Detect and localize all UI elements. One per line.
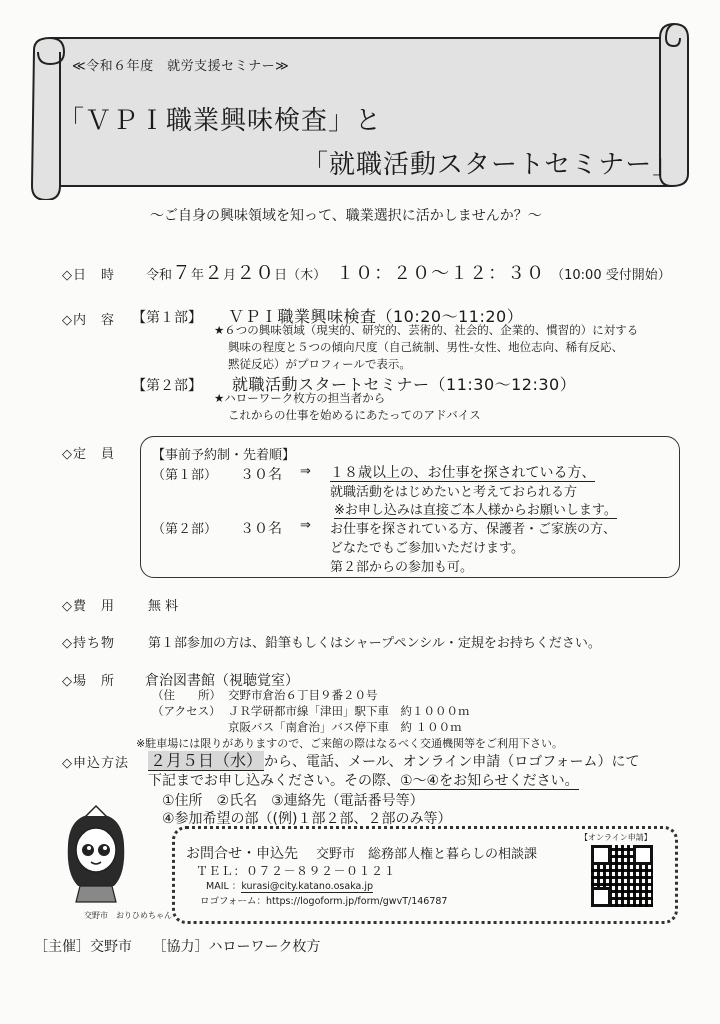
- venue-access-label: （アクセス）: [152, 704, 221, 718]
- mascot-orihime-illustration: [56, 804, 136, 904]
- contact-tel: ＴＥＬ：０７２－８９２－０１２１: [196, 864, 397, 878]
- organizer-tag: ［主催］: [34, 939, 90, 955]
- qr-label: 【オンライン申請】: [580, 833, 652, 842]
- apply-line2: [148, 770, 579, 790]
- qr-code-icon[interactable]: [591, 845, 653, 907]
- venue-name: 倉治図書館（視聴覚室）: [145, 673, 299, 689]
- capacity-part1-name: （第１部）: [152, 468, 218, 483]
- part1-desc-3: 黙従反応）がプロフィールで表示。: [228, 357, 411, 371]
- contact-form-url[interactable]: https://logoform.jp/form/gwvT/146787: [266, 896, 448, 907]
- venue-access-2: 京阪バス「南倉治」バス停下車 約 １００ｍ: [228, 720, 462, 734]
- apply-line1-rest: から、電話、メール、オンライン申請（ロゴフォーム）にて: [264, 754, 640, 770]
- date-weekday: （木）: [287, 268, 327, 283]
- banner-title-line2: 「就職活動スタートセミナー」: [302, 150, 680, 180]
- venue-address: 交野市倉治６丁目９番２０号: [228, 688, 378, 702]
- part2-desc-2: これからの仕事を始めるにあたってのアドバイス: [228, 408, 481, 422]
- belongings-value: 第１部参加の方は、鉛筆もしくはシャープペンシル・定規をお持ちください。: [148, 636, 601, 651]
- date-day: ２０: [236, 262, 275, 284]
- capacity-part2-count: ３０名: [240, 521, 282, 537]
- date-day-unit: 日: [274, 268, 288, 283]
- date-month-unit: 月: [223, 268, 237, 283]
- venue-address-label: （住 所）: [152, 688, 221, 702]
- venue-label: ◇場 所: [62, 674, 115, 689]
- part1-title: ＶＰＩ職業興味検査（10:20～11:20）: [228, 307, 524, 326]
- contact-mail-label: MAIL ：: [206, 881, 242, 892]
- date-year: ７: [172, 262, 192, 284]
- banner-title-line1: 「ＶＰＩ職業興味検査」と: [58, 106, 383, 136]
- apply-items-2: ④参加希望の部（(例)１部２部、２部のみ等）: [162, 811, 452, 827]
- capacity-part1-count: ３０名: [240, 467, 282, 483]
- part1-desc-2: 興味の程度と５つの傾向尺度（自己統制、男性-女性、地位志向、稀有反応、: [228, 340, 624, 354]
- content-label: ◇内 容: [62, 313, 115, 328]
- self-application-note: ※お申し込みは直接ご本人様からお願いします。: [334, 503, 617, 518]
- capacity-part1-line1: [330, 462, 595, 482]
- coop: ハローワーク枚方: [208, 939, 321, 955]
- organizer: 交野市: [90, 939, 132, 955]
- capacity-header: 【事前予約制・先着順】: [152, 448, 296, 463]
- capacity-label: ◇定 員: [62, 447, 115, 462]
- coop-tag: ［協力］: [152, 939, 209, 955]
- date-reception: （10:00 受付開始）: [551, 268, 671, 283]
- capacity-part1-line3: [334, 499, 617, 518]
- capacity-part1-line2: 就職活動をはじめたいと考えておられる方: [330, 485, 578, 500]
- contact-form-label: ロゴフォーム：: [200, 896, 267, 907]
- apply-label: ◇申込方法: [62, 756, 129, 771]
- belongings-label: ◇持ち物: [62, 636, 115, 651]
- date-year-unit: 年: [191, 268, 205, 283]
- part2-desc-1: ★ハローワーク枚方の担当者から: [214, 391, 386, 405]
- venue-access-1: ＪＲ学研都市線「津田」駅下車 約１０００ｍ: [228, 704, 470, 718]
- apply-start-date: ２月５日（水）: [150, 751, 263, 770]
- banner-series: ≪令和６年度 就労支援セミナー≫: [72, 59, 290, 74]
- age-requirement: １８歳以上の、お仕事を探されている方、: [330, 465, 596, 481]
- contact-org: 交野市 総務部人権と暮らしの相談課: [316, 847, 538, 862]
- part1-tag: 【第１部】: [132, 310, 202, 326]
- part2-title: 就職活動スタートセミナー（11:30～12:30）: [232, 375, 577, 394]
- apply-line2-underlined: ①～④をお知らせください。: [400, 773, 579, 789]
- capacity-part2-name: （第２部）: [152, 522, 218, 537]
- date-era: 令和: [146, 268, 173, 283]
- fee-value: 無 料: [148, 599, 179, 614]
- capacity-part2-line2: どなたでもご参加いただけます。: [330, 541, 524, 556]
- fee-label: ◇費 用: [62, 599, 115, 614]
- date-value: [146, 258, 671, 285]
- contact-heading: お問合せ・申込先: [186, 846, 298, 862]
- apply-items-1: ①住所 ②氏名 ③連絡先（電話番号等）: [162, 793, 424, 809]
- date-label: ◇日 時: [62, 268, 115, 283]
- apply-line1: [148, 748, 640, 771]
- capacity-part2-line3: 第２部からの参加も可。: [330, 560, 474, 575]
- contact-mail-address[interactable]: kurasi@city.katano.osaka.jp: [241, 881, 374, 892]
- part2-tag: 【第２部】: [132, 378, 202, 394]
- contact-mail: [206, 878, 373, 892]
- capacity-part1-arrow: ⇒: [300, 464, 311, 479]
- capacity-part2-arrow: ⇒: [300, 518, 311, 533]
- capacity-part2-line1: お仕事を探されている方、保護者・ご家族の方、: [330, 522, 617, 537]
- apply-line2-text: 下記までお申し込みください。その際、: [148, 773, 400, 789]
- footer: [34, 936, 320, 956]
- contact-form: [200, 893, 447, 907]
- date-time: １０：２０～１２：３０: [336, 263, 546, 284]
- subtitle: ～ご自身の興味領域を知って、職業選択に活かしませんか？～: [150, 208, 542, 224]
- mascot-caption: 交野市 おりひめちゃん: [84, 911, 172, 920]
- part1-desc-1: ★６つの興味領域（現実的、研究的、芸術的、社会的、企業的、慣習的）に対する: [214, 323, 639, 337]
- venue-note: ※駐車場には限りがありますので、ご来館の際はなるべく交通機関等をご利用下さい。: [136, 737, 563, 750]
- date-month: ２: [204, 262, 224, 284]
